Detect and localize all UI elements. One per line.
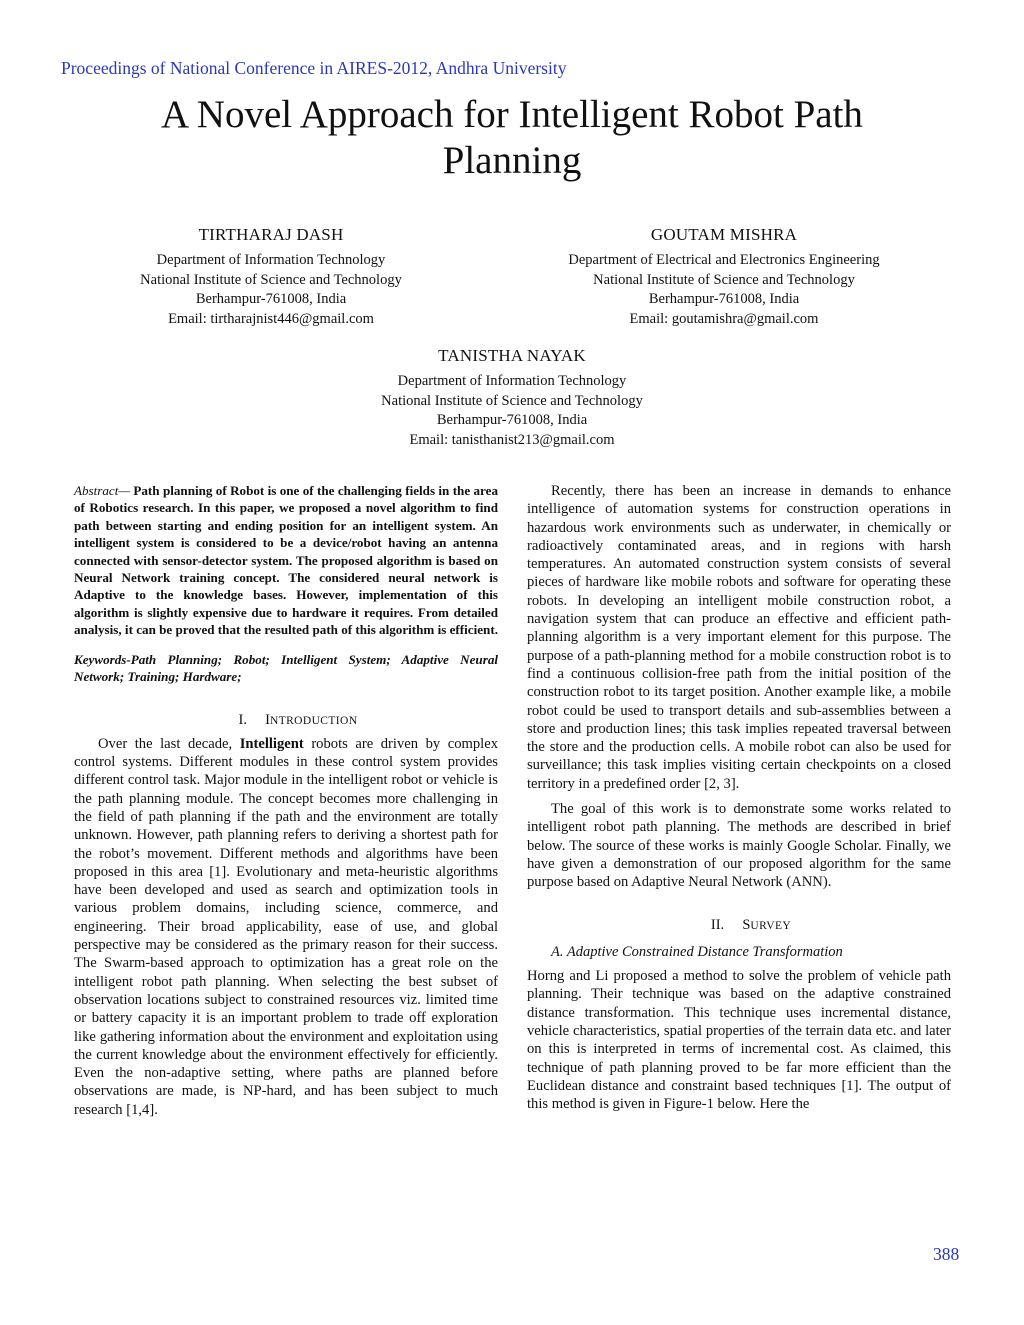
section-number: II. [710,916,725,933]
section-heading-introduction [74,711,498,730]
section-heading-survey [527,916,951,935]
paper-title: A Novel Approach for Intelligent Robot Path Planning [161,93,863,182]
left-column [74,482,498,1119]
author-name: TANISTHA NAYAK [438,346,586,365]
author-block-2 [494,224,954,329]
survey-paragraph-1: Horng and Li proposed a method to solve the problem of vehicle path planning. Their technique was based on the adaptive constrained distance transformation. This technique uses incremental distance, vehicle characteristics, spatial properties of the terrain data etc. and later on this is interpreted in terms of incremental cost. As claimed, this technique of path planning proved to be far more efficient than the Euclidean distance and constraint based techniques [1]. The output of this method is given in Figure-1 below. Here the [527,968,951,1113]
conference-header: Proceedings of National Conference in AIRES-2012, Andhra University [61,58,567,78]
section-title-rest: URVEY [750,919,792,932]
author-institute: National Institute of Science and Technology [140,271,402,288]
author-email: Email: tanisthanist213@gmail.com [409,431,615,448]
intro-p1-start: Over the last decade, [98,735,240,752]
author-department: Department of Information Technology [397,373,627,389]
abstract-label: Abstract— [74,483,131,498]
author-institute: National Institute of Science and Technology [381,392,643,409]
author-institute: National Institute of Science and Technology [593,271,855,288]
author-department: Department of Electrical and Electronics Engineering [568,252,880,268]
author-block-3 [282,345,742,450]
section-title-initial: I [265,712,270,729]
intro-paragraph-2: Recently, there has been an increase in demands to enhance intelligence of automation systems for construction operations in hazardous work environments such as underwater, in chemically or radioactively contaminated areas, and in regions with harsh temperatures. An automated construction system consists of several pieces of hardware like mobile robots and software for operating these robots. In developing an intelligent mobile construction robot, a navigation system that can produce an effective and efficient path-planning algorithm is a very important element for this purpose. The purpose of a path-planning method for a mobile construction robot is to find a continuous collision-free path from the initial position of the construction robot to its target position. Another example like, a mobile robot could be used to transport details and sub-assemblies between a store and production lines; this task implies repeated traversal between the store and the production cells. A mobile robot can also be used for surveillance; this task implies visiting certain checkpoints on a closed territory in a predefined order [2, 3]. [527,483,951,792]
abstract [74,482,498,639]
author-city: Berhampur-761008, India [195,291,347,307]
section-number: I. [238,712,248,729]
intro-paragraph-1 [74,735,498,1119]
author-email: Email: tirtharajnist446@gmail.com [168,310,374,327]
author-city: Berhampur-761008, India [648,291,800,307]
page-number: 388 [933,1244,960,1264]
keywords: Keywords-Path Planning; Robot; Intelligent System; Adaptive Neural Network; Training; Hardware; [74,651,498,685]
section-title-rest: NTRODUCTION [269,715,358,728]
author-department: Department of Information Technology [156,252,386,268]
intro-paragraph-3: The goal of this work is to demonstrate some works related to intelligent robot path planning. The methods are described in brief below. The source of these works is mainly Google Scholar. Finally, we have given a demonstration of our proposed algorithm for the same purpose based on Adaptive Neural Network (ANN). [527,801,951,891]
subsection-heading-a: A. Adaptive Constrained Distance Transformation [551,943,843,960]
author-name: GOUTAM MISHRA [650,225,798,244]
intro-p1-rest: robots are driven by complex control systems. Different modules in these control system provides different control task. Major module in the intelligent robot or vehicle is the path planning module. The concept becomes more challenging in the field of path planning if the path and the environment are totally unknown. However, path planning refers to deriving a shortest path for the robot’s movement. Different methods and algorithms have been proposed in this area [1]. Evolutionary and meta-heuristic algorithms have been developed and used as search and optimization tools in various problem domains, including science, commerce, and engineering. Their broad applicability, ease of use, and global perspective may be considered as the primary reason for their success. The Swarm-based approach to optimization has a great role on the intelligent robot path planning. When selecting the best subset of observation locations subject to constrained resources viz. limited time or battery capacity it is an important problem to trade off exploration like gathering information about the environment and exploitation using the current knowledge about the environment effectively for efficiently. Even the non-adaptive setting, where paths are planned before observations are made, is NP-hard, and has been subject to much research [1,4]. [74,735,499,1118]
author-email: Email: goutamishra@gmail.com [629,310,819,327]
right-column [527,482,951,1114]
author-name: TIRTHARAJ DASH [198,225,344,244]
abstract-text: Path planning of Robot is one of the challenging fields in the area of Robotics research. In this paper, we proposed a novel algorithm to find path between starting and ending position for an intelligent system. An intelligent system is considered to be a device/robot having an antenna connected with sensor-detector system. The proposed algorithm is based on Neural Network training concept. The considered neural network is Adaptive to the knowledge bases. However, implementation of this algorithm is slightly expensive due to hardware it requires. From detailed analysis, it can be proved that the resulted path of this algorithm is efficient. [74,483,498,638]
intro-p1-bold: Intelligent [239,735,304,752]
author-city: Berhampur-761008, India [436,412,588,428]
author-block-1 [41,224,501,329]
section-title-initial: S [742,916,751,933]
